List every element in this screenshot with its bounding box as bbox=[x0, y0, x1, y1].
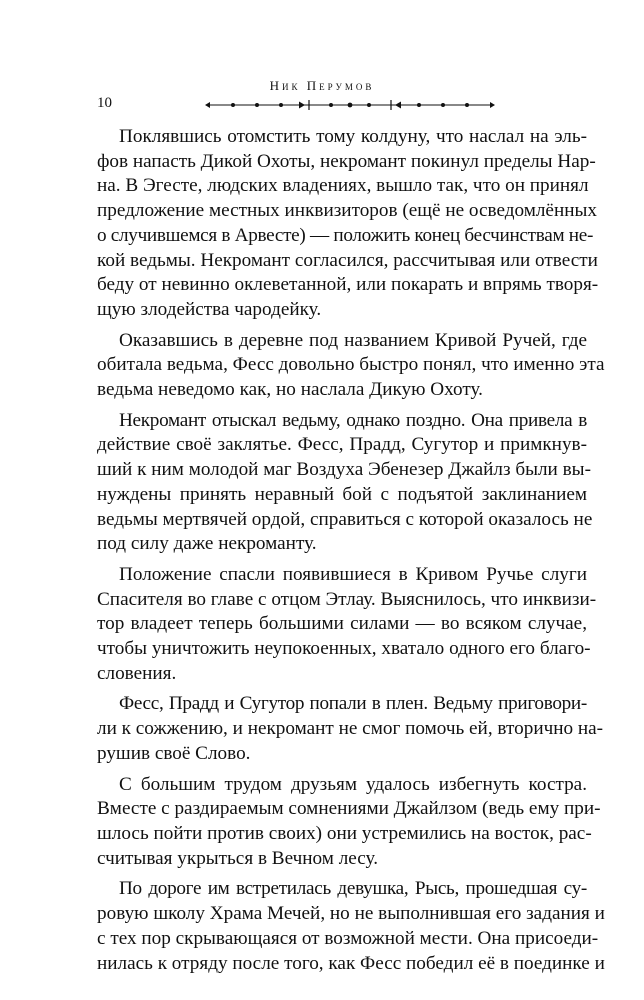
text-line: о случившемся в Арвесте) — положить конец бесчинствам не- bbox=[97, 224, 594, 246]
text-line: словения. bbox=[97, 662, 177, 684]
text-line: Положение спасли появившиеся в Кривом Ручье слуги bbox=[119, 563, 587, 585]
text-line: предложение местных инквизиторов (ещё не осведомлённых bbox=[97, 200, 597, 222]
text-line: нуждены принять неравный бой с подъятой заклинанием bbox=[97, 483, 587, 505]
text-line: Поклявшись отомстить тому колдуну, что наслал на эль- bbox=[119, 126, 587, 147]
text-line: Вместе с раздираемым сомнениями Джайлзом (ведь ему при- bbox=[97, 798, 601, 820]
paragraph bbox=[97, 329, 605, 403]
paragraph bbox=[97, 125, 599, 323]
text-line: Оказавшись в деревне под названием Кривой Ручей, где bbox=[119, 329, 587, 351]
text-line: чтобы уничтожить неупокоенных, хватало одного его благо- bbox=[97, 638, 591, 660]
text-line: ведьмы мертвячей ордой, справиться с которой оказалось не bbox=[97, 508, 593, 530]
body-text bbox=[97, 125, 605, 982]
text-line: беду от невинно оклеветанной, или покарать и впрямь творя- bbox=[97, 274, 599, 296]
paragraph bbox=[97, 409, 593, 557]
page-number: 10 bbox=[97, 95, 112, 111]
text-line: под силу даже некроманту. bbox=[97, 533, 317, 555]
text-line: По дороге им встретилась девушка, Рысь, прошедшая су- bbox=[119, 878, 587, 900]
text-line: ли к сожжению, и некромант не смог помочь ей, вторично на- bbox=[97, 718, 604, 740]
text-line: Некромант отыскал ведьму, однако поздно. Она привела в bbox=[119, 409, 587, 431]
text-line: кой ведьмы. Некромант согласился, рассчитывая или отвести bbox=[97, 249, 598, 271]
text-line: считывая укрыться в Вечном лесу. bbox=[97, 847, 379, 869]
text-line: Фесс, Прадд и Сугутор попали в плен. Ведьму приговори- bbox=[119, 693, 587, 715]
text-line: на. В Эгесте, людских владениях, вышло так, что он принял bbox=[97, 175, 589, 197]
header-ornament bbox=[205, 99, 495, 111]
paragraph bbox=[97, 773, 601, 872]
running-title: Ник Перумов bbox=[269, 78, 375, 93]
text-line: щую злодейства чародейку. bbox=[97, 298, 322, 320]
text-line: ведьма неведомо как, но наслала Дикую Охоту. bbox=[97, 379, 483, 401]
text-line: обитала ведьма, Фесс довольно быстро понял, что именно эта bbox=[97, 354, 605, 376]
text-line: С большим трудом друзьям удалось избегнуть костра. bbox=[119, 773, 587, 795]
text-line: Спасителя во главе с отцом Этлау. Выяснилось, что инквизи- bbox=[97, 588, 597, 610]
text-line: с тех пор скрывающаяся от возможной мести. Она присоеди- bbox=[97, 927, 599, 949]
text-line: ровую школу Храма Мечей, но не выполнившая его задания и bbox=[97, 903, 605, 925]
text-line: тор владеет теперь большими силами — во всяком случае, bbox=[97, 613, 587, 635]
paragraph bbox=[97, 877, 605, 976]
text-line: фов напасть Дикой Охоты, некромант покинул пределы Нар- bbox=[97, 150, 596, 172]
text-line: нилась к отряду после того, как Фесс победил её в поединке и bbox=[97, 952, 605, 974]
text-line: рушив своё Слово. bbox=[97, 742, 251, 764]
text-line: ший к ним молодой маг Воздуха Эбенезер Джайлз были вы- bbox=[97, 459, 591, 481]
paragraph bbox=[97, 563, 597, 687]
text-line: шлось пойти против своих) они устремились на восток, рас- bbox=[97, 822, 592, 844]
text-line: действие своё заклятье. Фесс, Прадд, Сугутор и примкнув- bbox=[97, 434, 587, 456]
paragraph bbox=[97, 692, 604, 766]
